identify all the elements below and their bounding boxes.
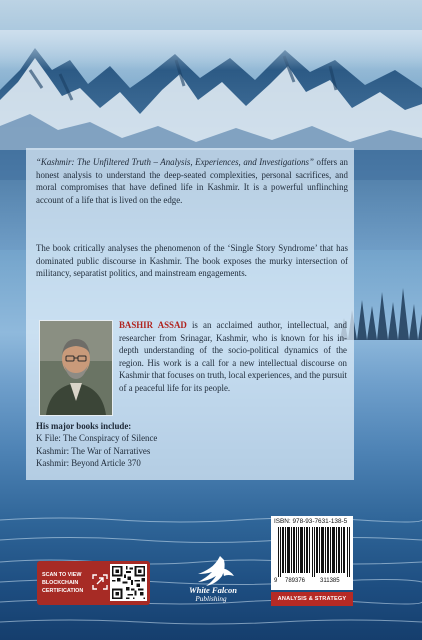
book-title-quote: “Kashmir: The Unfiltered Truth – Analysis, Experiences, and Investigations” [36, 157, 314, 167]
author-bio-text: is an acclaimed author, intellectual, and researcher from Srinagar, Kashmir, who is known for his in-depth understanding of the socio-political dynamics of the region. His work is a call for a new intellectual discourse on Kashmir that focuses on truth, local experiences, and the pursuit of a peaceful life for its people. [119, 320, 347, 393]
major-works [36, 420, 336, 470]
isbn-text: ISBN: 978-93-7631-138-5 [274, 518, 348, 525]
falcon-icon [176, 554, 260, 612]
intro-body: offers an honest analysis to understand the deep-seated complexities, personal sacrifices, and moral compromises that have defined life in Kashmir. It is a powerful unflinching account of a life that is lived on the edge. [36, 157, 348, 205]
scan-icon [92, 574, 108, 590]
blockchain-badge[interactable] [37, 561, 150, 605]
work-item: Kashmir: Beyond Article 370 [36, 458, 141, 469]
badge-text: SCAN TO VIEW BLOCKCHAIN CERTIFICATION [42, 572, 84, 594]
qr-code[interactable] [110, 564, 147, 601]
work-item: Kashmir: The War of Narratives [36, 445, 151, 456]
author-name: BASHIR ASSAD [119, 320, 187, 330]
barcode-right-digits: 311385 [320, 578, 340, 584]
isbn-barcode [271, 516, 353, 590]
author-photo [39, 320, 113, 416]
category-label: ANALYSIS & STRATEGY [271, 592, 353, 606]
publisher-name: White Falcon [189, 585, 237, 595]
author-bio [119, 319, 347, 394]
intro-paragraph [36, 156, 348, 206]
work-item: K File: The Conspiracy of Silence [36, 433, 158, 444]
publisher-sub: Publishing [195, 595, 227, 603]
barcode-lead-digit: 9 [274, 578, 278, 584]
analysis-paragraph: The book critically analyses the phenomenon of the ‘Single Story Syndrome’ that has dominated public discourse in Kashmir. The book exposes the murky intersection of militancy, separatist politics, and mainstream engagements. [36, 243, 348, 278]
barcode-bars [278, 527, 350, 577]
works-heading: His major books include: [36, 421, 132, 431]
barcode-left-digits: 789376 [285, 578, 306, 584]
